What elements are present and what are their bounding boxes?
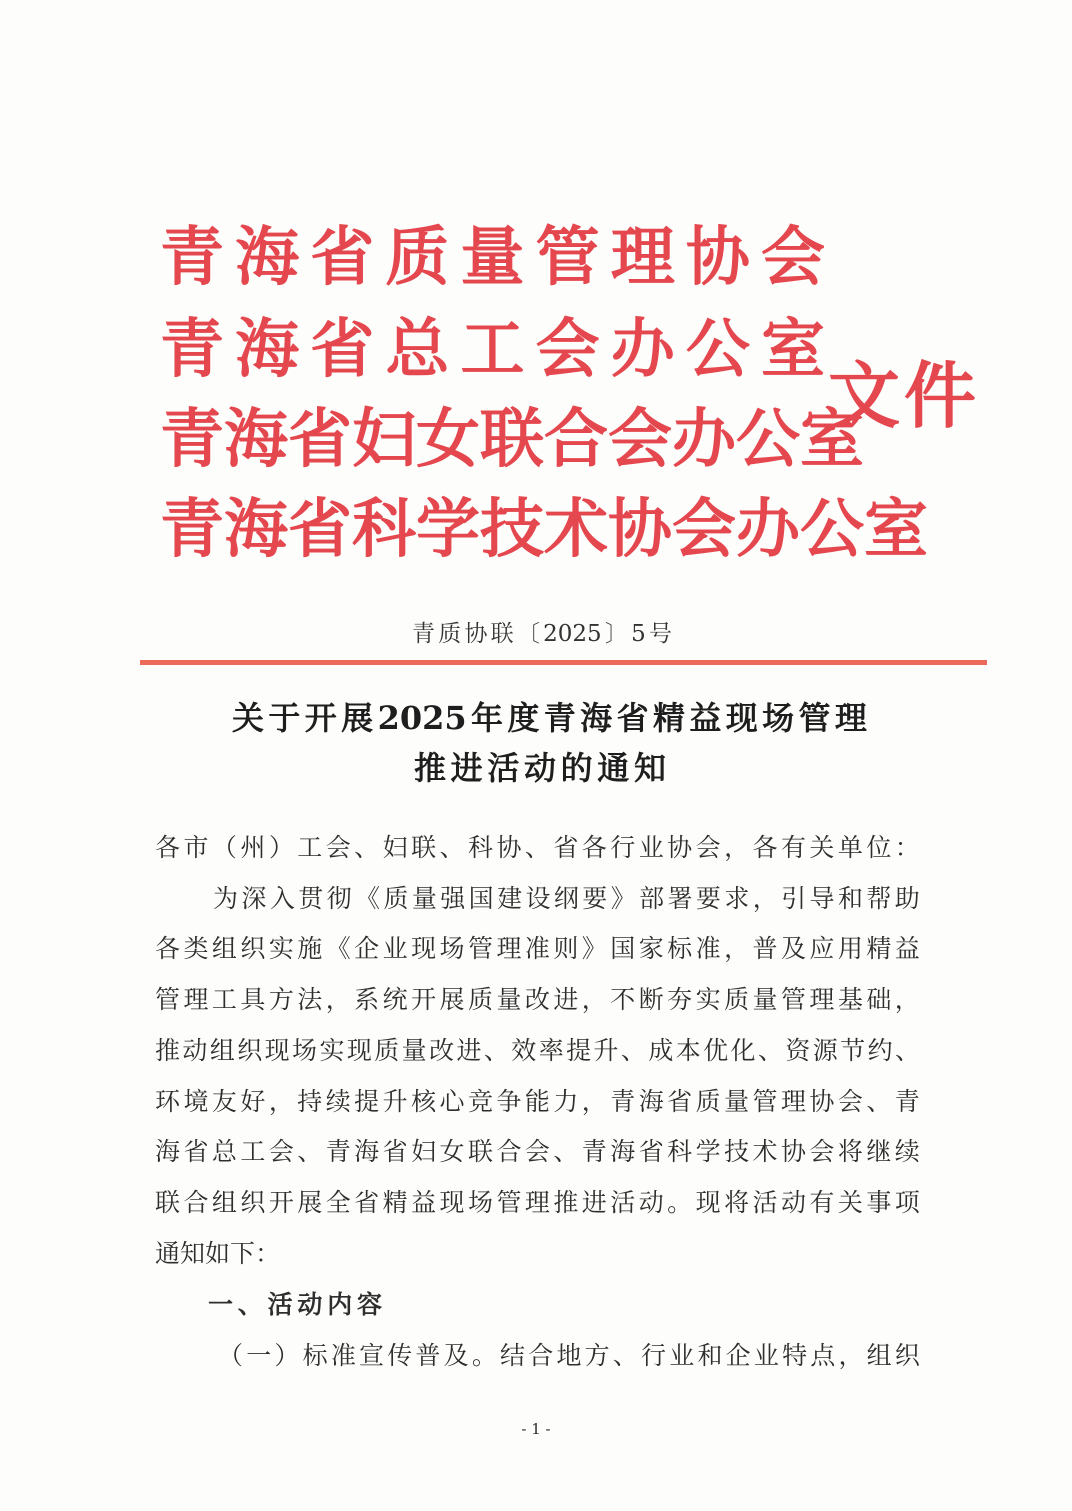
addressee: 各 市 （ 州 ） 工 会 、 妇 联 、 科 协 、 省 各 行 业 协 会 ， 各 有 关 单 位 ： <box>155 833 920 862</box>
issuer-line-3 <box>160 402 864 477</box>
title-line-1: 关 于 开 展 2025 年 度 青 海 省 精 益 现 场 管 理 <box>232 699 867 737</box>
paragraph-line: 通 知 如 下 ： <box>155 1239 281 1268</box>
red-divider <box>140 660 987 665</box>
paragraph-line: 海 省 总 工 会 、 青 海 省 妇 女 联 合 会 、 青 海 省 科 学 技 术 协 会 将 继 续 <box>155 1137 920 1166</box>
paragraph-line: 推 动 组 织 现 场 实 现 质 量 改 进 、 效 率 提 升 、 成 本 优 化 、 资 源 节 约 、 <box>155 1036 920 1065</box>
paragraph-line: 为 深 入 贯 彻 《 质 量 强 国 建 设 纲 要 》 部 署 要 求 ， 引 导 和 帮 助 <box>213 884 920 913</box>
issuer-line-4: 青 海 省 科 学 技 术 协 会 办 公 室 <box>160 492 928 567</box>
paragraph-line: 管 理 工 具 方 法 ， 系 统 开 展 质 量 改 进 ， 不 断 夯 实 质 量 管 理 基 础 ， <box>155 985 920 1014</box>
item-line: （ 一 ） 标 准 宣 传 普 及 。 结 合 地 方 、 行 业 和 企 业 特 点 ， 组 织 <box>218 1341 920 1370</box>
section-heading: 一 、 活 动 内 容 <box>208 1290 382 1319</box>
paragraph-line: 环 境 友 好 ， 持 续 提 升 核 心 竞 争 能 力 ， 青 海 省 质 量 管 理 协 会 、 青 <box>155 1087 920 1116</box>
paragraph-line: 联 合 组 织 开 展 全 省 精 益 现 场 管 理 推 进 活 动 。 现 将 活 动 有 关 事 项 <box>155 1188 920 1217</box>
issuer-line-3-text: 青 海 省 妇 女 联 合 会 办 公 室 <box>160 402 864 477</box>
paragraph-line: 各 类 组 织 实 施 《 企 业 现 场 管 理 准 则 》 国 家 标 准 ， 普 及 应 用 精 益 <box>155 934 920 963</box>
document-suffix: 文 件 <box>828 353 976 438</box>
document-number: 青 质 协 联 〔 2025 〕 5 号 <box>412 621 672 647</box>
title-line-2: 推 进 活 动 的 通 知 <box>414 749 666 787</box>
page-number: - 1 - <box>521 1420 551 1438</box>
issuer-line-2: 青 海 省 总 工 会 办 公 室 <box>160 312 825 387</box>
issuer-line-1: 青 海 省 质 量 管 理 协 会 <box>160 220 825 295</box>
